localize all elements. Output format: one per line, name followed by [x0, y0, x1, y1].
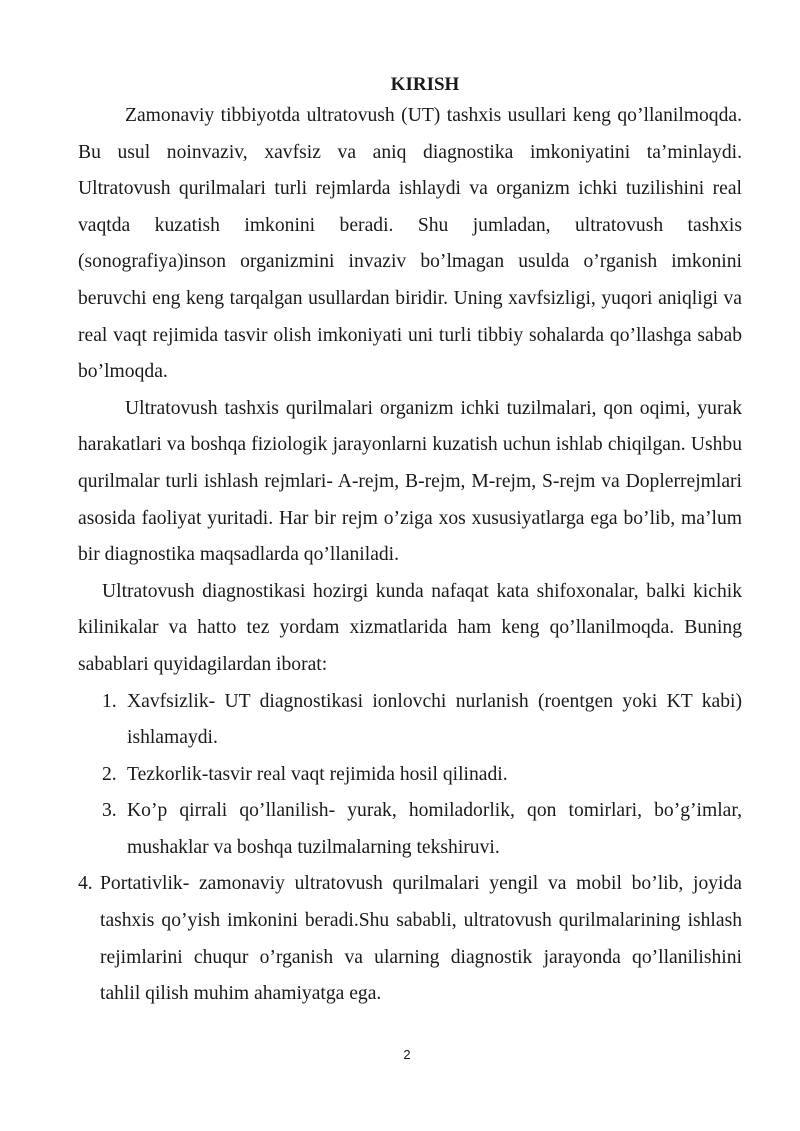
list-item-number: 4. — [78, 873, 93, 895]
list-item-text: Ko’p qirrali qo’llanilish- yurak, homiladorlik, qon tomirlari, bo’g’imlar, mushaklar va boshqa tuzilmalarning tekshiruvi. — [127, 800, 742, 858]
list-item-text: Tezkorlik-tasvir real vaqt rejimida hosil qilinadi. — [127, 763, 508, 785]
paragraph-devices: Ultratovush tashxis qurilmalari organizm ichki tuzilmalari, qon oqimi, yurak harakatlari va boshqa fiziologik jarayonlarni kuzatish uchun ishlab chiqilgan. Ushbu qurilmalar turli ishlash rejmlari- A-rejm, B-rejm, M-rejm, S-rejm va Doplerrejmlari asosida faoliyat yuritadi. Har bir rejm o’ziga xos xususiyatlarga ega bo’lib, ma’lum bir diagnostika maqsadlarda qo’llaniladi. — [78, 397, 742, 566]
list-item — [78, 757, 742, 794]
list-item-text: Portativlik- zamonaviy ultratovush qurilmalari yengil va mobil bo’lib, joyida tashxis qo’yish imkonini beradi.Shu sababli, ultratovush qurilmalarining ishlash rejimlarini chuqur o’rganish va ularning diagnostik jarayonda qo’llanilishini tahlil qilish muhim ahamiyatga ega. — [100, 873, 742, 1005]
list-item-text: Xavfsizlik- UT diagnostikasi ionlovchi nurlanish (roentgen yoki KT kabi) ishlamaydi. — [127, 690, 742, 749]
list-item-number: 3. — [102, 800, 117, 822]
list-item-number: 2. — [102, 763, 117, 785]
list-item — [78, 793, 742, 866]
paragraph-usage: Ultratovush diagnostikasi hozirgi kunda nafaqat kata shifoxonalar, balki kichik kilinikalar va hatto tez yordam xizmatlarida ham keng qo’llanilmoqda. Buning sabablari quyidagilardan iborat: — [78, 580, 742, 675]
list-item-number: 1. — [102, 690, 117, 712]
paragraph-intro: Zamonaviy tibbiyotda ultratovush (UT) tashxis usullari keng qo’llanilmoqda. Bu usul noinvaziv, xavfsiz va aniq diagnostika imkoniyatini ta’minlaydi. Ultratovush qurilmalari turli rejmlarda ishlaydi va organizm ichki tuzilishini real vaqtda kuzatish imkonini beradi. Shu jumladan, ultratovush tashxis (sonografiya)inson organizmini invaziv bo’lmagan usulda o’rganish imkonini beruvchi eng keng tarqalgan usullardan biridir. Uning xavfsizligi, yuqori aniqligi va real vaqt rejimida tasvir olish imkoniyati uni turli tibbiy sohalarda qo’llashga sabab bo’lmoqda. — [78, 105, 742, 383]
section-title: KIRISH — [390, 74, 460, 95]
document-body — [78, 74, 742, 1013]
page-number: 2 — [403, 1047, 411, 1062]
reasons-list — [78, 684, 742, 867]
list-item-portability — [78, 866, 742, 1012]
list-item — [78, 684, 742, 757]
